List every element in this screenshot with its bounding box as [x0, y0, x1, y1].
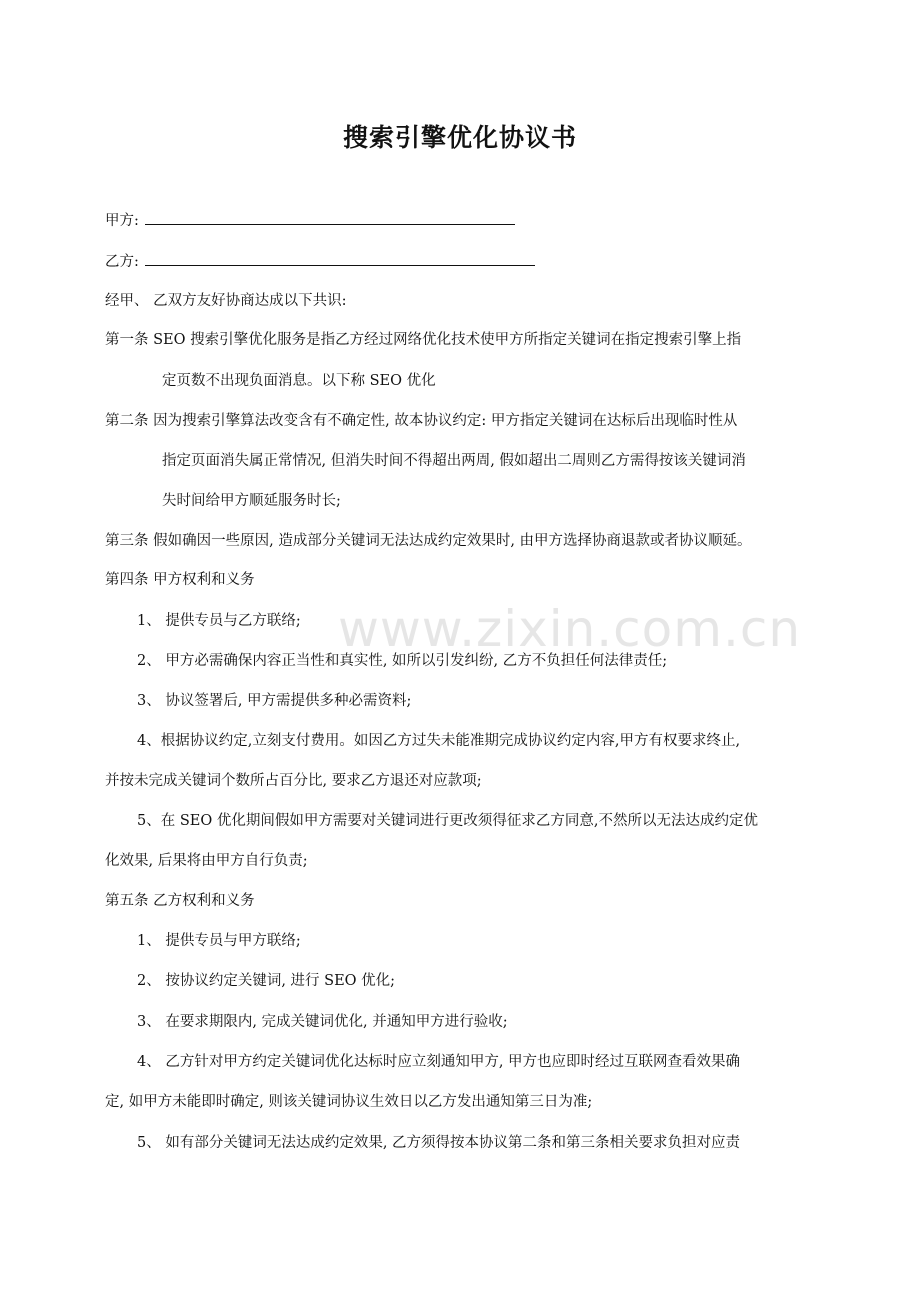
article-5-item-2: 2、 按协议约定关键词, 进行 SEO 优化; — [137, 973, 396, 989]
article-4-item-5-line-2: 化效果, 后果将由甲方自行负责; — [105, 853, 308, 869]
party-a-label: 甲方: — [105, 213, 139, 229]
article-4-heading: 第四条 甲方权利和义务 — [105, 572, 255, 588]
article-2-line-2: 指定页面消失属正常情况, 但消失时间不得超出两周, 假如超出二周则乙方需得按该关键词消 — [162, 453, 746, 469]
party-b-label: 乙方: — [105, 254, 139, 270]
party-b-blank[interactable] — [145, 251, 535, 266]
page-title: 搜索引擎优化协议书 — [342, 123, 577, 152]
article-5-heading: 第五条 乙方权利和义务 — [105, 893, 255, 909]
intro-line: 经甲、 乙双方友好协商达成以下共识: — [105, 293, 347, 309]
article-3-line-1: 第三条 假如确因一些原因, 造成部分关键词无法达成约定效果时, 由甲方选择协商退款或者协议顺延。 — [105, 533, 752, 549]
article-1-line-1: 第一条 SEO 搜索引擎优化服务是指乙方经过网络优化技术使甲方所指定关键词在指定搜索引擎上指 — [105, 332, 742, 348]
article-1-line-2: 定页数不出现负面消息。以下称 SEO 优化 — [162, 373, 436, 389]
article-5-item-3: 3、 在要求期限内, 完成关键词优化, 并通知甲方进行验收; — [137, 1014, 508, 1030]
article-4-item-3: 3、 协议签署后, 甲方需提供多种必需资料; — [137, 693, 412, 709]
article-5-item-4-line-2: 定, 如甲方未能即时确定, 则该关键词协议生效日以乙方发出通知第三日为准; — [105, 1094, 593, 1110]
party-a-line — [105, 210, 515, 231]
article-4-item-4-line-1: 4、根据协议约定,立刻支付费用。如因乙方过失未能准期完成协议约定内容,甲方有权要求终止, — [137, 733, 741, 749]
article-4-item-4-line-2: 并按未完成关键词个数所占百分比, 要求乙方退还对应款项; — [105, 773, 482, 789]
article-2-line-3: 失时间给甲方顺延服务时长; — [162, 493, 341, 509]
article-5-item-4-line-1: 4、 乙方针对甲方约定关键词优化达标时应立刻通知甲方, 甲方也应即时经过互联网查看效果确 — [137, 1054, 741, 1070]
article-5-item-1: 1、 提供专员与甲方联络; — [137, 933, 301, 949]
article-4-item-2: 2、 甲方必需确保内容正当性和真实性, 如所以引发纠纷, 乙方不负担任何法律责任; — [137, 653, 668, 669]
party-a-blank[interactable] — [145, 210, 515, 225]
article-4-item-5-line-1: 5、在 SEO 优化期间假如甲方需要对关键词进行更改须得征求乙方同意,不然所以无法达成约定优 — [137, 813, 758, 829]
article-4-item-1: 1、 提供专员与乙方联络; — [137, 613, 301, 629]
watermark-text: www.zixin.com.cn — [338, 600, 802, 658]
article-5-item-5-line-1: 5、 如有部分关键词无法达成约定效果, 乙方须得按本协议第二条和第三条相关要求负担对应责 — [137, 1135, 741, 1151]
party-b-line — [105, 251, 535, 272]
article-2-line-1: 第二条 因为搜索引擎算法改变含有不确定性, 故本协议约定: 甲方指定关键词在达标后出现临时性从 — [105, 413, 738, 429]
